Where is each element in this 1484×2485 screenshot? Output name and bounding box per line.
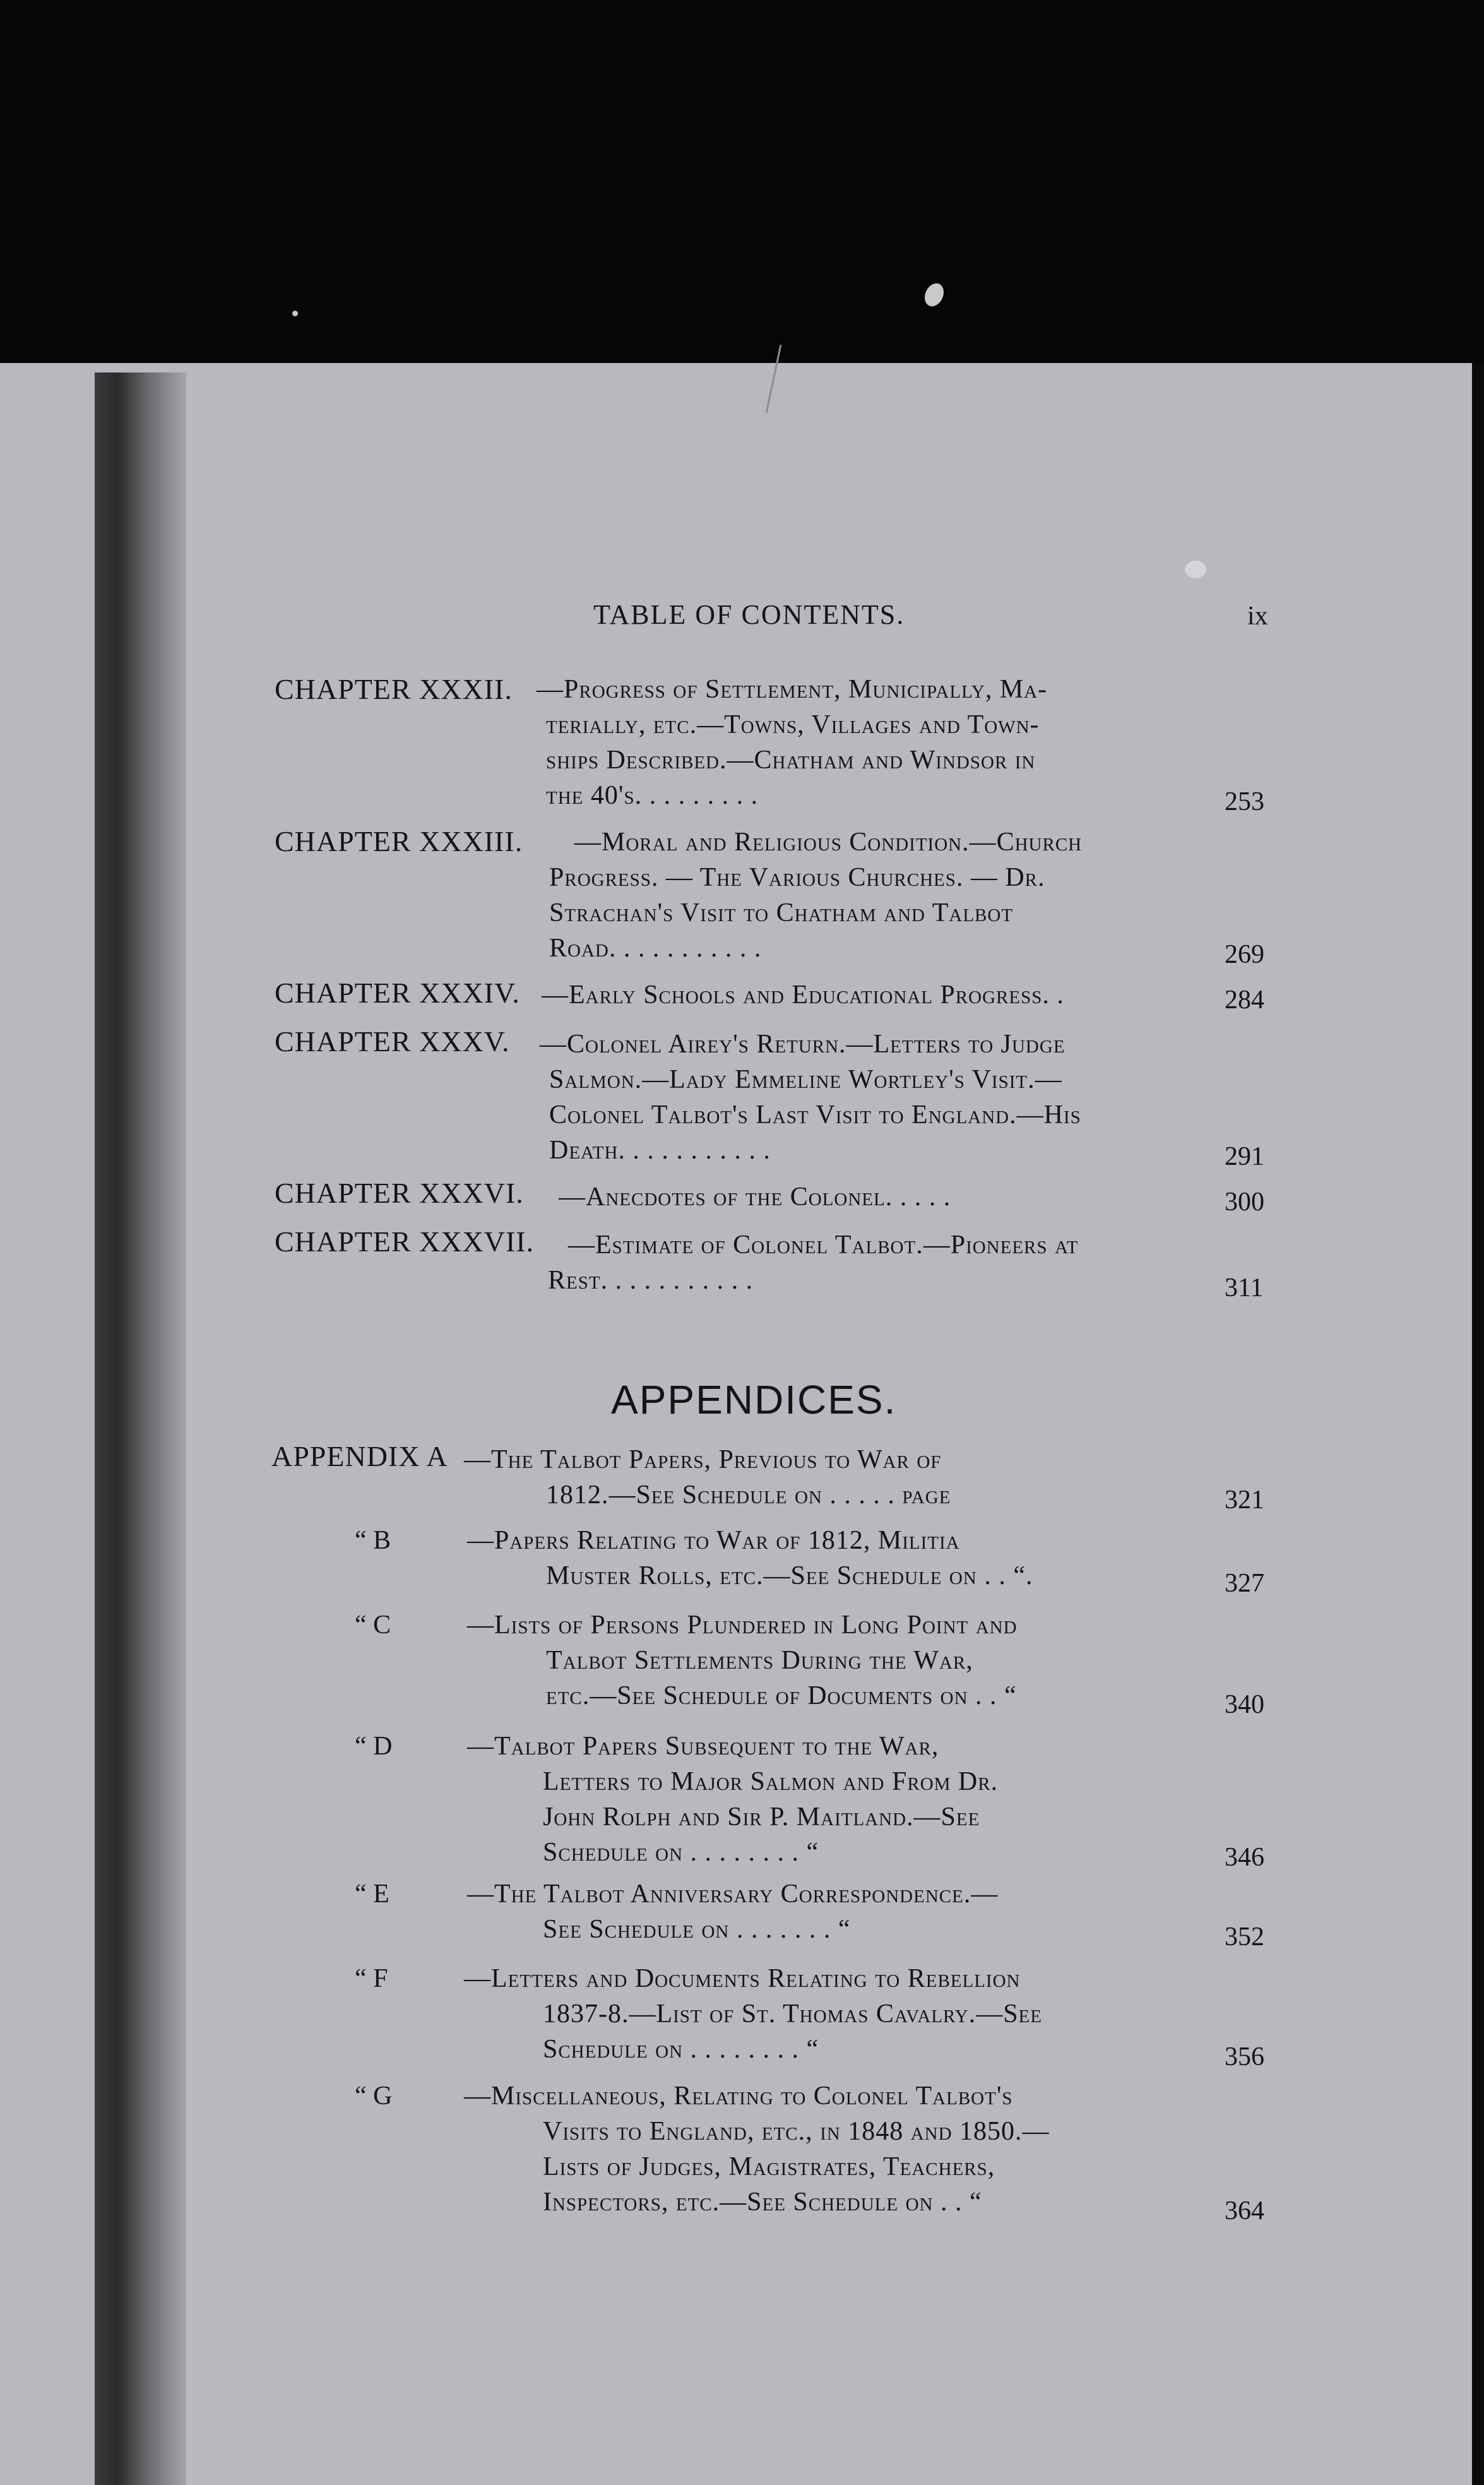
appendix-line: —The Talbot Papers, Previous to War of xyxy=(464,1445,942,1474)
dust-speck xyxy=(1185,561,1206,578)
chapter-label: CHAPTER XXXII. xyxy=(275,673,513,705)
scan-background xyxy=(0,0,1484,379)
chapter-page-number: 253 xyxy=(1225,787,1264,816)
appendix-line: 1837-8.—List of St. Thomas Cavalry.—See xyxy=(543,1999,1042,2029)
appendix-label: “ E xyxy=(355,1880,389,1909)
chapter-page-number: 291 xyxy=(1225,1142,1264,1171)
appendix-line: Schedule on . . . . . . . . “ xyxy=(543,1838,819,1867)
appendix-line: Lists of Judges, Magistrates, Teachers, xyxy=(543,2152,995,2181)
appendix-page-number: 327 xyxy=(1225,1569,1264,1598)
appendix-label: “ G xyxy=(355,2082,393,2111)
appendix-label: APPENDIX A xyxy=(271,1440,448,1472)
chapter-line: the 40's. . . . . . . . . xyxy=(546,781,759,810)
appendix-line: 1812.—See Schedule on . . . . . page xyxy=(546,1481,951,1510)
running-head: TABLE OF CONTENTS. xyxy=(593,599,905,630)
appendix-label: “ F xyxy=(355,1964,388,1993)
chapter-label: CHAPTER XXXV. xyxy=(275,1025,510,1058)
appendix-label: “ D xyxy=(355,1732,393,1761)
appendix-line: etc.—See Schedule of Documents on . . “ xyxy=(546,1681,1017,1710)
appendix-page-number: 352 xyxy=(1225,1922,1264,1952)
appendix-line: Muster Rolls, etc.—See Schedule on . . “. xyxy=(546,1561,1033,1590)
chapter-line: —Anecdotes of the Colonel. . . . . xyxy=(559,1183,951,1212)
chapter-line: Death. . . . . . . . . . . xyxy=(549,1136,771,1165)
appendix-page-number: 346 xyxy=(1225,1843,1264,1872)
chapter-line: —Colonel Airey's Return.—Letters to Judge xyxy=(540,1030,1066,1059)
appendix-line: Letters to Major Salmon and From Dr. xyxy=(543,1767,999,1796)
appendix-line: Visits to England, etc., in 1848 and 1850.— xyxy=(543,2117,1050,2146)
appendix-line: —Talbot Papers Subsequent to the War, xyxy=(467,1732,939,1761)
appendix-line: Talbot Settlements During the War, xyxy=(546,1646,973,1675)
chapter-line: ships Described.—Chatham and Windsor in xyxy=(546,746,1036,775)
chapter-label: CHAPTER XXXVI. xyxy=(275,1177,524,1209)
appendix-line: John Rolph and Sir P. Maitland.—See xyxy=(543,1803,980,1832)
chapter-page-number: 284 xyxy=(1225,986,1264,1015)
appendix-line: —Miscellaneous, Relating to Colonel Talbot's xyxy=(464,2082,1013,2111)
appendix-line: —The Talbot Anniversary Correspondence.— xyxy=(467,1880,999,1909)
chapter-page-number: 300 xyxy=(1225,1188,1264,1217)
page-edge-right xyxy=(1472,363,1484,2485)
appendix-label: “ C xyxy=(355,1611,391,1640)
chapter-line: Colonel Talbot's Last Visit to England.—His xyxy=(549,1100,1081,1129)
appendix-line: See Schedule on . . . . . . . “ xyxy=(543,1915,851,1944)
chapter-page-number: 311 xyxy=(1225,1273,1264,1302)
chapter-line: —Progress of Settlement, Municipally, Ma- xyxy=(537,675,1048,704)
appendix-line: —Lists of Persons Plundered in Long Point and xyxy=(467,1611,1018,1640)
appendix-label: “ B xyxy=(355,1526,391,1555)
appendix-line: —Letters and Documents Relating to Rebellion xyxy=(464,1964,1021,1993)
chapter-line: —Early Schools and Educational Progress. . xyxy=(542,980,1064,1010)
chapter-page-number: 269 xyxy=(1225,940,1264,969)
chapter-line: —Moral and Religious Condition.—Church xyxy=(574,828,1083,857)
chapter-label: CHAPTER XXXIV. xyxy=(275,977,520,1009)
page-folio: ix xyxy=(1247,602,1268,631)
appendix-page-number: 340 xyxy=(1225,1690,1264,1719)
chapter-line: —Estimate of Colonel Talbot.—Pioneers at xyxy=(568,1231,1079,1260)
chapter-line: Road. . . . . . . . . . . xyxy=(549,934,762,963)
chapter-label: CHAPTER XXXVII. xyxy=(275,1225,535,1258)
appendix-page-number: 321 xyxy=(1225,1486,1264,1515)
appendix-page-number: 356 xyxy=(1225,2042,1264,2071)
chapter-line: Rest. . . . . . . . . . . xyxy=(548,1266,754,1295)
appendix-line: Schedule on . . . . . . . . “ xyxy=(543,2035,819,2064)
appendix-line: —Papers Relating to War of 1812, Militia xyxy=(467,1526,960,1555)
page-gutter-shadow xyxy=(95,372,186,2485)
chapter-line: Salmon.—Lady Emmeline Wortley's Visit.— xyxy=(549,1065,1062,1094)
chapter-line: Strachan's Visit to Chatham and Talbot xyxy=(549,898,1014,927)
appendix-page-number: 364 xyxy=(1225,2196,1264,2226)
appendix-line: Inspectors, etc.—See Schedule on . . “ xyxy=(543,2188,982,2217)
appendices-heading: APPENDICES. xyxy=(611,1377,897,1422)
chapter-label: CHAPTER XXXIII. xyxy=(275,825,523,857)
dust-speck xyxy=(292,311,298,316)
chapter-line: Progress. — The Various Churches. — Dr. xyxy=(549,863,1045,892)
chapter-line: terially, etc.—Towns, Villages and Town- xyxy=(546,710,1040,739)
